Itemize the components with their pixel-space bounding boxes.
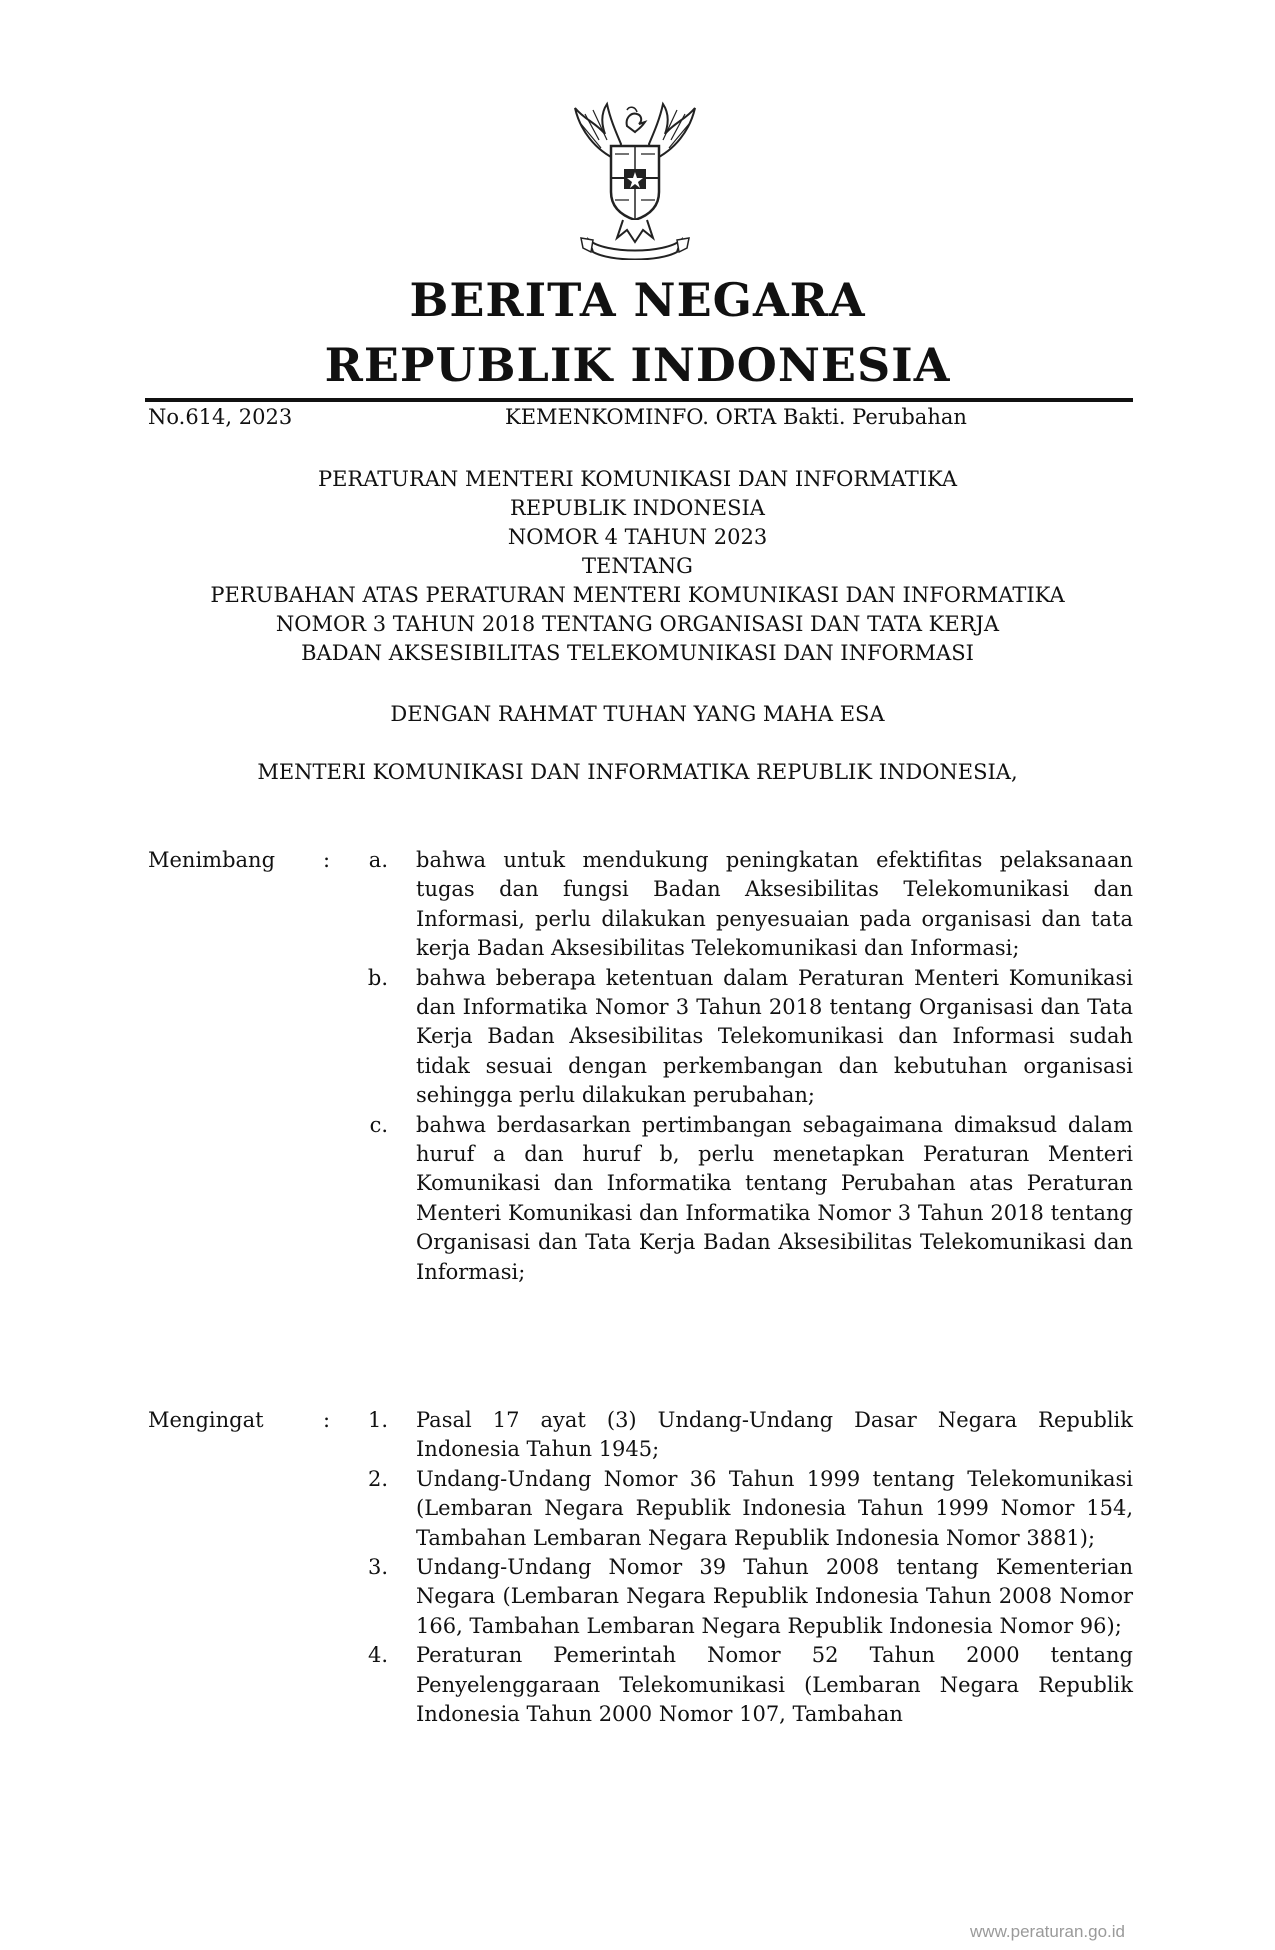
item-text: Pasal 17 ayat (3) Undang-Undang Dasar Negara Republik Indonesia Tahun 1945; xyxy=(416,1408,1133,1462)
item-text: bahwa beberapa ketentuan dalam Peraturan Menteri Komunikasi dan Informatika Nomor 3 Tahun 2018 tentang Organisasi dan Tata Kerja Badan Aksesibilitas Telekomunikasi dan Informasi sudah tidak sesuai dengan perkembangan dan kebutuhan organisasi sehingga perlu dilakukan perubahan; xyxy=(416,965,1133,1108)
regulation-title-line: NOMOR 3 TAHUN 2018 TENTANG ORGANISASI DAN TATA KERJA xyxy=(275,612,1000,636)
regulation-title-line: PERUBAHAN ATAS PERATURAN MENTERI KOMUNIKASI DAN INFORMATIKA xyxy=(210,583,1065,607)
item-marker: 2. xyxy=(367,1466,388,1491)
item-text: bahwa berdasarkan pertimbangan sebagaimana dimaksud dalam huruf a dan huruf b, perlu menetapkan Peraturan Menteri Komunikasi dan Informatika tentang Perubahan atas Peraturan Menteri Komunikasi dan Informatika Nomor 3 Tahun 2018 tentang Organisasi dan Tata Kerja Badan Aksesibilitas Telekomunikasi dan Informasi; xyxy=(416,1112,1133,1284)
garuda-emblem-icon xyxy=(555,100,715,260)
watermark-url: www.peraturan.go.id xyxy=(970,1922,1125,1941)
item-text: Peraturan Pemerintah Nomor 52 Tahun 2000 tentang Penyelenggaraan Telekomunikasi (Lembaran Negara Republik Indonesia Tahun 2000 Nomor 107, Tambahan xyxy=(416,1643,1133,1727)
menimbang-section xyxy=(148,846,1133,1287)
regulation-title-line: TENTANG xyxy=(582,554,693,578)
regulation-title-line: PERATURAN MENTERI KOMUNIKASI DAN INFORMATIKA xyxy=(317,467,958,491)
gazette-number: No.614, 2023 xyxy=(148,405,293,429)
item-text: bahwa untuk mendukung peningkatan efektifitas pelaksanaan tugas dan fungsi Badan Aksesibilitas Telekomunikasi dan Informasi, perlu dilakukan penyesuaian pada organisasi dan tata kerja Badan Aksesibilitas Telekomunikasi dan Informasi; xyxy=(416,848,1133,961)
regulation-title-line: NOMOR 4 TAHUN 2023 xyxy=(507,525,768,549)
mengingat-colon: : xyxy=(323,1408,331,1432)
item-marker: b. xyxy=(367,965,388,990)
authority-line: MENTERI KOMUNIKASI DAN INFORMATIKA REPUBLIK INDONESIA, xyxy=(257,760,1018,784)
menimbang-item xyxy=(148,846,1133,964)
mengingat-item xyxy=(148,1406,1133,1465)
item-text: Undang-Undang Nomor 39 Tahun 2008 tentang Kementerian Negara (Lembaran Negara Republik Indonesia Tahun 2008 Nomor 166, Tambahan Lembaran Negara Republik Indonesia Nomor 96); xyxy=(416,1555,1133,1638)
item-marker: 1. xyxy=(367,1408,388,1432)
menimbang-item xyxy=(148,964,1133,1111)
mengingat-label: Mengingat xyxy=(148,1408,264,1432)
menimbang-label: Menimbang xyxy=(148,848,276,872)
masthead-title-line2: REPUBLIK INDONESIA xyxy=(324,338,951,392)
regulation-title-line: BADAN AKSESIBILITAS TELEKOMUNIKASI DAN INFORMASI xyxy=(301,641,974,665)
menimbang-colon: : xyxy=(323,848,331,872)
item-marker: 3. xyxy=(367,1555,388,1580)
regulation-title-line: REPUBLIK INDONESIA xyxy=(510,496,765,520)
item-marker: c. xyxy=(369,1112,388,1137)
mengingat-item xyxy=(148,1465,1133,1553)
item-marker: 4. xyxy=(367,1643,388,1668)
invocation: DENGAN RAHMAT TUHAN YANG MAHA ESA xyxy=(390,702,885,726)
masthead-title-line1: BERITA NEGARA xyxy=(409,273,866,327)
gazette-subject: KEMENKOMINFO. ORTA Bakti. Perubahan xyxy=(505,405,967,429)
menimbang-item xyxy=(148,1111,1133,1287)
mengingat-item xyxy=(148,1641,1133,1729)
item-marker: a. xyxy=(368,848,388,872)
masthead-rule xyxy=(145,398,1133,402)
regulation-title xyxy=(0,465,1275,668)
mengingat-section xyxy=(148,1406,1133,1729)
item-text: Undang-Undang Nomor 36 Tahun 1999 tentang Telekomunikasi (Lembaran Negara Republik Indonesia Tahun 1999 Nomor 154, Tambahan Lembaran Negara Republik Indonesia Nomor 3881); xyxy=(416,1466,1133,1550)
mengingat-item xyxy=(148,1553,1133,1641)
